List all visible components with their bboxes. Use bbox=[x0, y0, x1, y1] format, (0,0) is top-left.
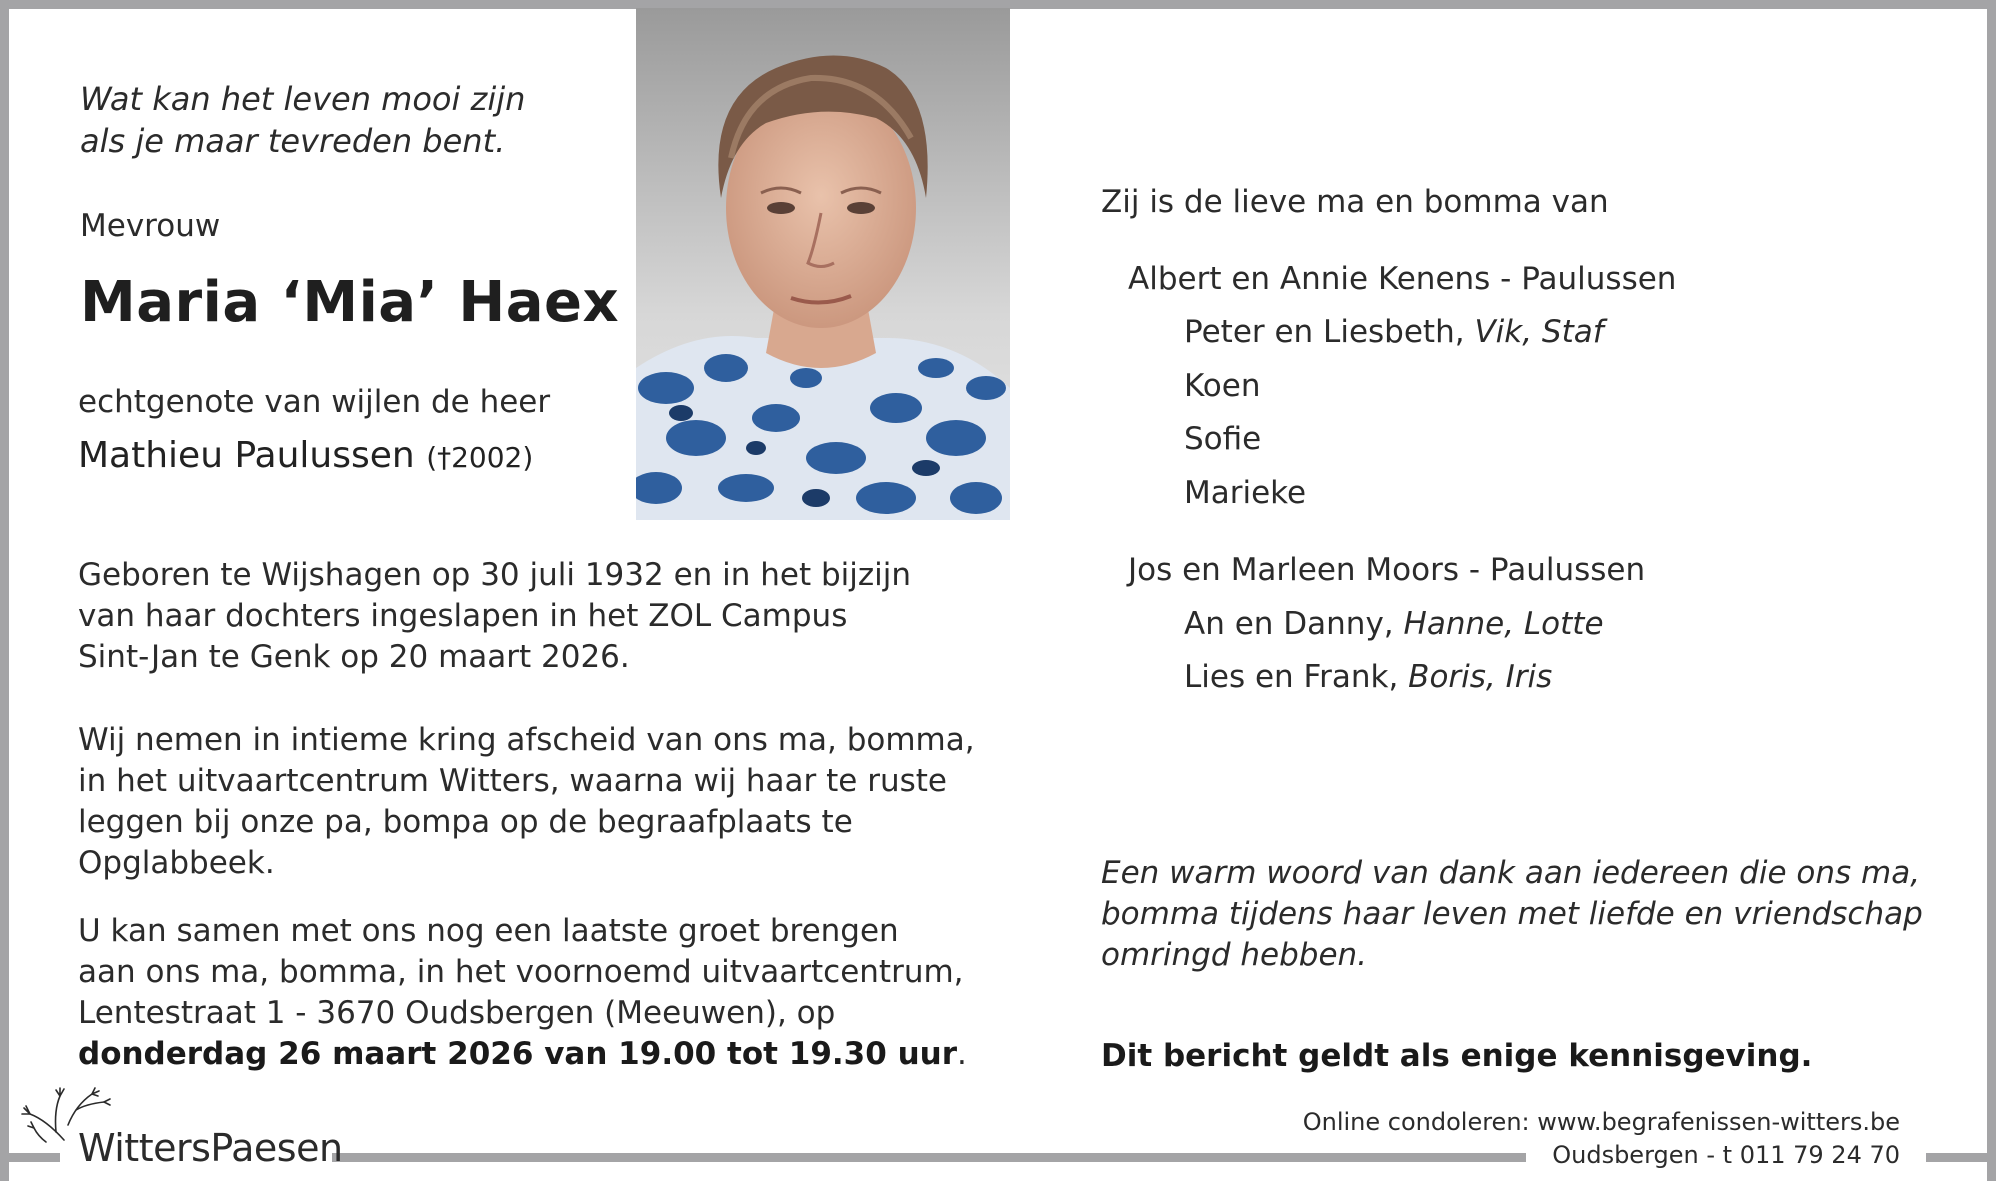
family-member-name: Lies en Frank, bbox=[1184, 659, 1399, 695]
paragraph-line: bomma tijdens haar leven met liefde en vriendschap bbox=[1101, 896, 1923, 932]
family-member-name: Koen bbox=[1184, 368, 1261, 404]
paragraph-line bbox=[78, 1034, 967, 1075]
paragraph-line: Een warm woord van dank aan iedereen die ons ma, bbox=[1101, 855, 1921, 891]
paragraph-line: van haar dochters ingeslapen in het ZOL Campus bbox=[78, 598, 848, 634]
grandchildren-names: Vik, Staf bbox=[1474, 314, 1604, 350]
family-member-name: Albert en Annie Kenens - Paulussen bbox=[1128, 261, 1677, 297]
paragraph-line: Sint-Jan te Genk op 20 maart 2026. bbox=[78, 639, 630, 675]
paragraph-line: in het uitvaartcentrum Witters, waarna wij haar te ruste bbox=[78, 763, 947, 799]
paragraph-line: Geboren te Wijshagen op 30 juli 1932 en in het bijzijn bbox=[78, 557, 912, 593]
paragraph-line: aan ons ma, bomma, in het voornoemd uitvaartcentrum, bbox=[78, 954, 964, 990]
notice-text: Dit bericht geldt als enige kennisgeving. bbox=[1101, 1038, 1813, 1074]
paragraph-line: Lentestraat 1 - 3670 Oudsbergen (Meeuwen), op bbox=[78, 995, 836, 1031]
quote-line: Wat kan het leven mooi zijn bbox=[80, 80, 526, 118]
family-member-name: Peter en Liesbeth, bbox=[1184, 314, 1465, 350]
spouse-line bbox=[78, 435, 533, 476]
grandchildren-names: Boris, Iris bbox=[1408, 659, 1553, 695]
family-member bbox=[1128, 261, 1676, 297]
thanks-paragraph bbox=[1101, 853, 1923, 976]
opening-quote bbox=[80, 78, 525, 162]
logo-wordmark: WittersPaesen bbox=[78, 1126, 343, 1170]
family-member bbox=[1184, 368, 1260, 404]
family-member bbox=[1184, 314, 1604, 350]
paragraph-line: Wij nemen in intieme kring afscheid van ons ma, bomma, bbox=[78, 722, 975, 758]
paragraph-line: Opglabbeek. bbox=[78, 845, 275, 881]
paragraph-line: omringd hebben. bbox=[1101, 937, 1368, 973]
frame-right-border bbox=[1987, 0, 1996, 1181]
farewell-paragraph bbox=[78, 720, 975, 884]
family-member-name: An en Danny, bbox=[1184, 606, 1394, 642]
deceased-name: Maria ‘Mia’ Haex bbox=[80, 270, 620, 335]
paragraph-line: leggen bij onze pa, bompa op de begraafplaats te bbox=[78, 804, 853, 840]
condolence-line: Online condoleren: www.begrafenissen-witters.be bbox=[1302, 1108, 1900, 1136]
family-member bbox=[1184, 421, 1261, 457]
paragraph-line: U kan samen met ons nog een laatste groet brengen bbox=[78, 913, 899, 949]
family-member bbox=[1184, 606, 1604, 642]
family-member-name: Sofie bbox=[1184, 421, 1262, 457]
family-intro: Zij is de lieve ma en bomma van bbox=[1101, 184, 1609, 220]
visit-datetime: donderdag 26 maart 2026 van 19.00 tot 19.30 uur bbox=[78, 1036, 958, 1072]
frame-bottom-border-middle bbox=[332, 1153, 1526, 1162]
spouse-death-year: (†2002) bbox=[426, 441, 534, 474]
family-member-name: Jos en Marleen Moors - Paulussen bbox=[1128, 552, 1646, 588]
spouse-intro: echtgenote van wijlen de heer bbox=[78, 384, 551, 420]
family-member bbox=[1128, 552, 1645, 588]
grandchildren-names: Hanne, Lotte bbox=[1403, 606, 1604, 642]
quote-line: als je maar tevreden bent. bbox=[80, 122, 506, 160]
visit-paragraph bbox=[78, 911, 967, 1075]
contact-line: Oudsbergen - t 011 79 24 70 bbox=[1552, 1141, 1900, 1169]
frame-left-border bbox=[0, 0, 9, 1181]
birth-paragraph bbox=[78, 555, 911, 678]
frame-bottom-border-right bbox=[1926, 1153, 1996, 1162]
family-member bbox=[1184, 475, 1306, 511]
spouse-name: Mathieu Paulussen bbox=[78, 435, 415, 476]
visit-end: . bbox=[957, 1036, 967, 1072]
salutation: Mevrouw bbox=[80, 208, 221, 244]
family-member bbox=[1184, 659, 1552, 695]
family-member-name: Marieke bbox=[1184, 475, 1307, 511]
portrait-photo bbox=[636, 8, 1010, 520]
